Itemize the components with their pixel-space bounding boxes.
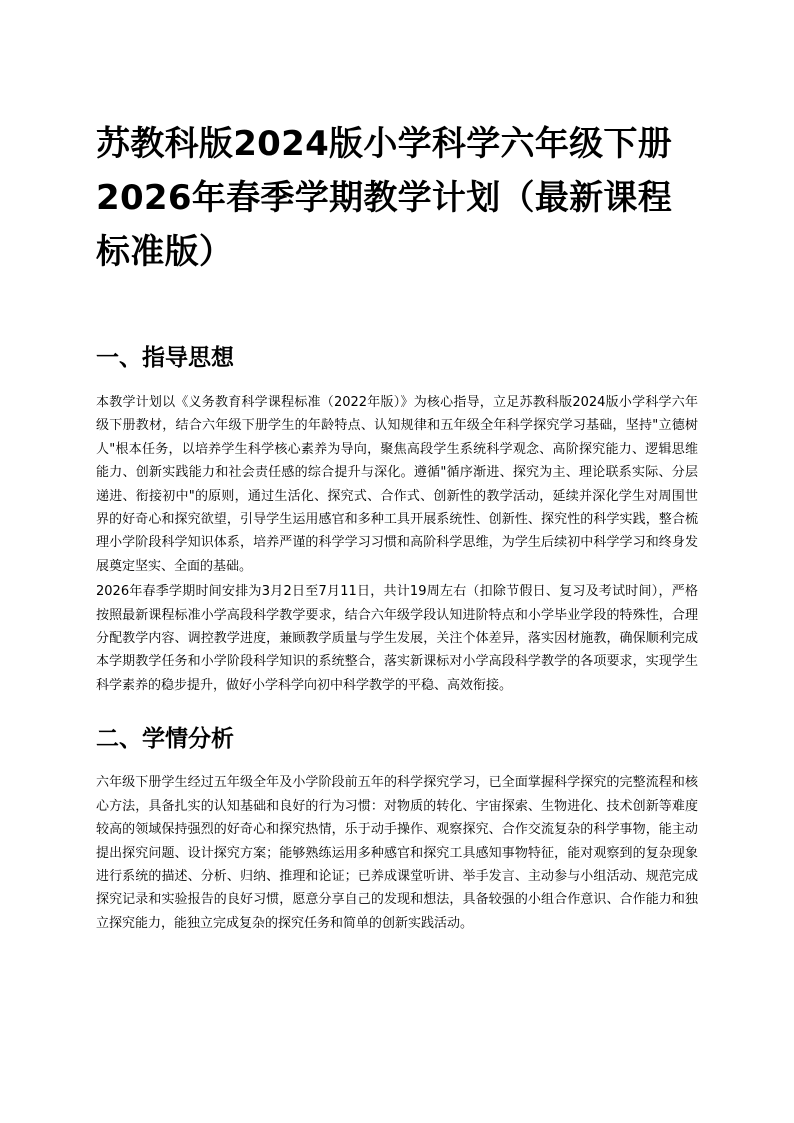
paragraph-semester-schedule: 2026年春季学期时间安排为3月2日至7月11日，共计19周左右（扣除节假日、复习及考试时间），严格按照最新课程标准小学高段科学教学要求，结合六年级学段认知进阶特点和小学毕业学段的特殊性，合理分配教学内容、调控教学进度，兼顾教学质量与学生发展，关注个体差异，落实因材施教，确保顺利完成本学期教学任务和小学阶段科学知识的系统整合，落实新课标对小学高段科学教学的各项要求，实现学生科学素养的稳步提升，做好小学科学向初中科学教学的平稳、高效衔接。	[96, 584, 698, 693]
section-heading-student-analysis: 二、学情分析	[96, 726, 234, 753]
document-title: 苏教科版2024版小学科学六年级下册2026年春季学期教学计划（最新课程标准版）	[96, 124, 673, 272]
paragraph-guiding-ideology: 本教学计划以《义务教育科学课程标准（2022年版）》为核心指导，立足苏教科版2024版小学科学六年级下册教材，结合六年级下册学生的年龄特点、认知规律和五年级全年科学探究学习基础，坚持"立德树人"根本任务，以培养学生科学核心素养为导向，聚焦高段学生系统科学观念、高阶探究能力、逻辑思维能力、创新实践能力和社会责任感的综合提升与深化。遵循"循序渐进、探究为主、理论联系实际、分层递进、衔接初中"的原则，通过生活化、探究式、合作式、创新性的教学活动，延续并深化学生对周围世界的好奇心和探究欲望，引导学生运用感官和多种工具开展系统性、创新性、探究性的科学实践，整合梳理小学阶段科学知识体系，培养严谨的科学学习习惯和高阶科学思维，为学生后续初中科学学习和终身发展奠定坚实、全面的基础。	[96, 395, 698, 574]
section-heading-guiding-ideology: 一、指导思想	[96, 345, 234, 371]
paragraph-student-analysis: 六年级下册学生经过五年级全年及小学阶段前五年的科学探究学习，已全面掌握科学探究的完整流程和核心方法，具备扎实的认知基础和良好的行为习惯：对物质的转化、宇宙探索、生物进化、技术创新等难度较高的领域保持强烈的好奇心和探究热情，乐于动手操作、观察探究、合作交流复杂的科学事物，能主动提出探究问题、设计探究方案；能够熟练运用多种感官和探究工具感知事物特征，能对观察到的复杂现象进行系统的描述、分析、归纳、推理和论证；已养成课堂听讲、举手发言、主动参与小组活动、规范完成探究记录和实验报告的良好习惯，愿意分享自己的发现和想法，具备较强的小组合作意识、合作能力和独立探究能力，能独立完成复杂的探究任务和简单的创新实践活动。	[96, 775, 698, 931]
